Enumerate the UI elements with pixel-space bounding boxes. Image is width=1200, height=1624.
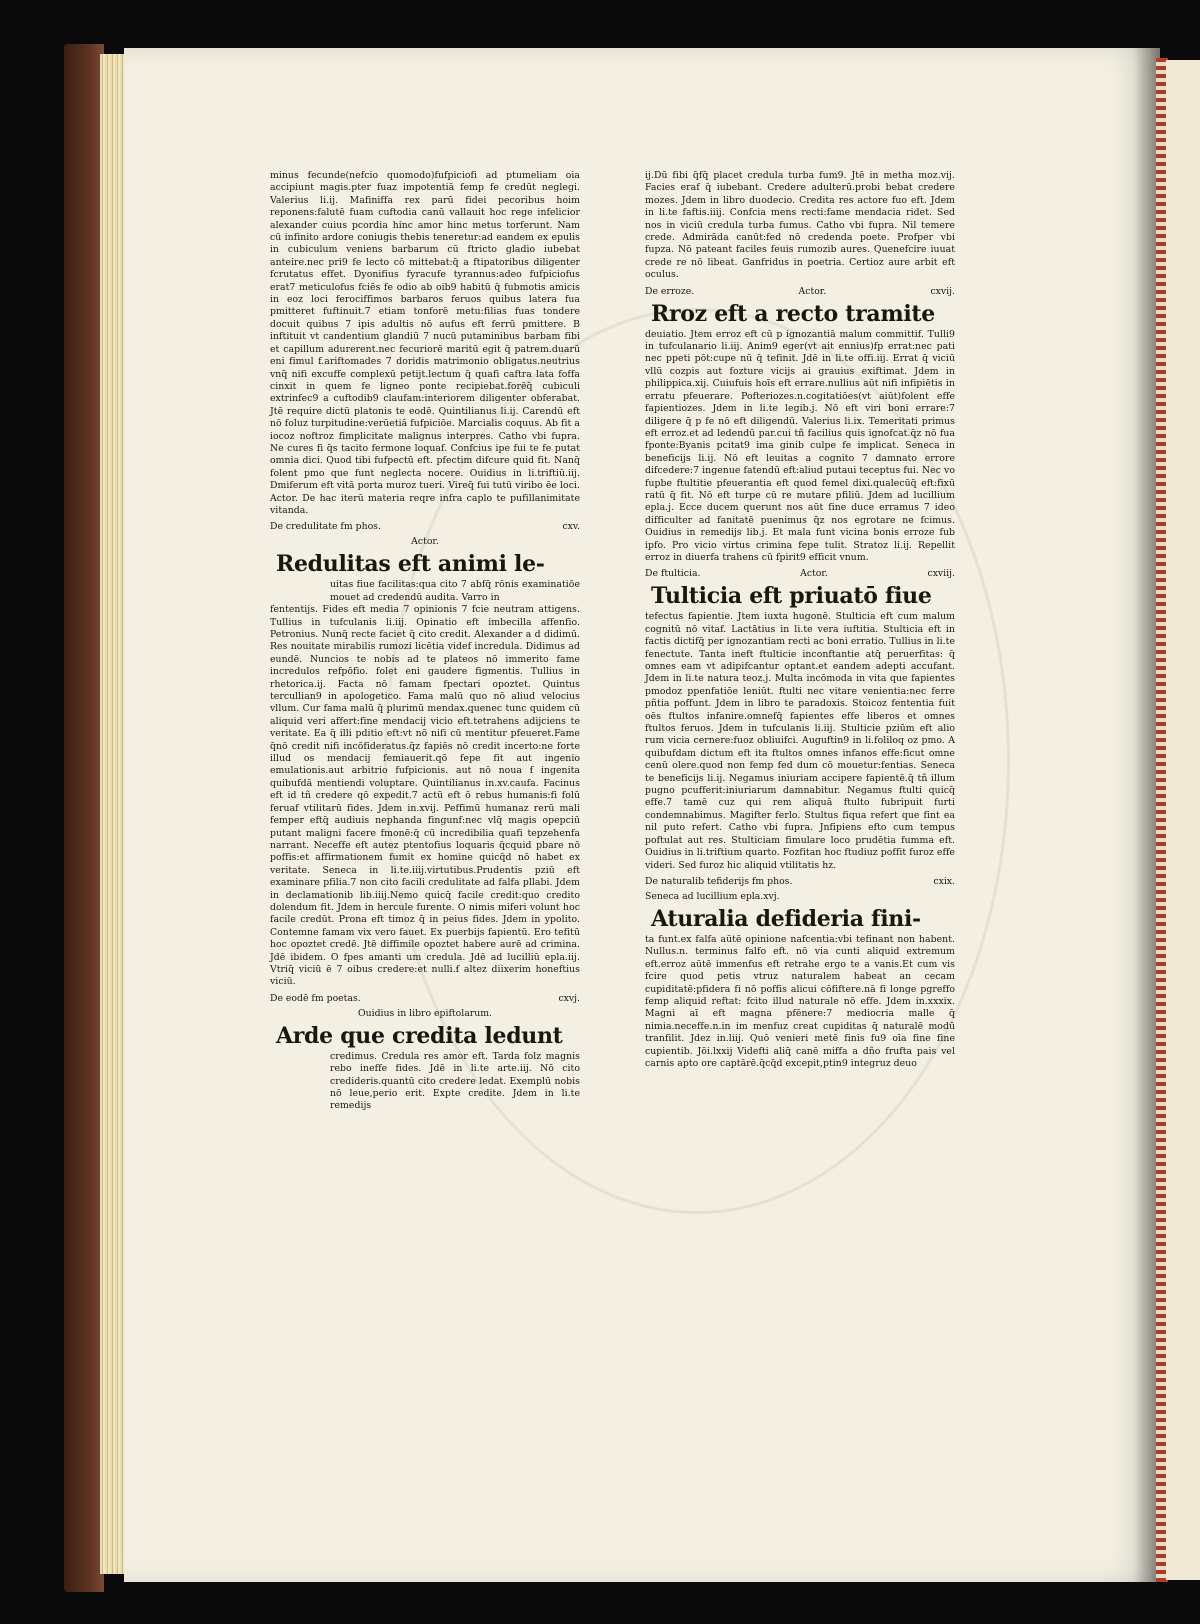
paragraph: credimus. Credula res amor eft. Tarda folz magnis rebo ineffe fides. Jdē in li.te arte.iij. Nō cito credideris.quantū cito credere ledat. Exemplū nobis nō leue,perio erit. Expte credite. Jdem in li.te remedijs: [330, 1050, 580, 1112]
section-title: De erroze.: [645, 285, 695, 297]
section-actor-line: [270, 536, 580, 547]
right-text-column: [645, 170, 955, 1070]
section-heading: [645, 876, 955, 887]
paragraph: deuiatio. Jtem erroz eft cū p ignozantiā malum committif. Tulli9 in tufculanario li.iij. Anim9 eger(vt ait ennius)fp errat:nec pati nec ppeti pōt:cupe nū q̄ tefinit. Jdē in li.te offi.iij. Errat q̄ viciū vllū cozpis aut fozture vicijs ai grauius exiftimat. Jdem in philippica.xij. Cuiufuis hoīs eft errare.nullius aūt nifi infipiētis in erratu pfeuerare. Pofteriozes.n.cogitatiōes(vt aiūt)folent effe fapientiozes. Jdem in li.te legib.j. Nō eft viri boni errare:7 diligere q̄ p fe nō eft diligendū. Valerius li.ix. Temeritati primus eft erroz.et ad ledendū par.cui tñ facilius quis ignofcat.q̄z nō fua fponte:Byanis pcitat9 ima ginib culpe fe implicat. Seneca in beneficijs li.ij. Nō eft leuitas a cognito 7 damnato errore difcedere:7 ingenue fatendū eft:aliud putaui teceptus fui. Nec vo fupbe ftultitie pfeuerantia eft quod femel dixi.qualecūq̄ eft:fixū ratū q̄ fit. Nō eft turpe cū re mutare pfiliū. Jdem ad lucillium epla.j. Ecce ducem querunt nos aūt fine duce erramus 7 ideo difficulter ad fanitatē puenimus q̄z nos egrotare ne fcimus. Ouidius in remedijs lib.j. Et mala funt vicina bonis erroze fub ipfo. Pro vicio virtus crimina fepe tulit. Stratoz li.ij. Repellit erroz in diuerfa trahens cū fpirit9 efficit vnum.: [645, 328, 955, 563]
section-number: cxviij.: [927, 568, 955, 580]
open-book: [64, 44, 1200, 1592]
right-page-edge: [1166, 60, 1200, 1580]
book-cover: [64, 44, 104, 1592]
paragraph: minus fecunde(nefcio quomodo)fufpiciofi ad ptumeliam oia accipiunt magis.pter fuaz impotentiā femp fe credūt neglegi. Valerius li.ij. Mafiniffa rex parū fidei pecoribus hoim reponens:falutē fuam cuftodia canū vallauit hoc rege infelicior alexander cuius pcordia hinc amor hinc metus torferunt. Nam cū infinito ardore coniugis thebis teneretur:ad eandem ex epulis in cubiculum veniens barbarum cū ftricto gladio iubebat anteire.nec pri9 fe lecto cō mittebat:q̄ a ftipatoribus diligenter fcrutatus effet. Dyonifius fyracufe tyrannus:adeo fufpiciofus erat7 meticulofus fciēs fe odio ab oib9 habitū q̄ fubmotis amicis in eoz loci ferociffimos barbaros feruos quibus latera fua pmitteret fuftinuit.7 etiam tonforē metu:filias fuas tondere docuit quibus 7 ipis adultis nō aufus eft ferrū pmittere. B inftituit vt candentium glandiū 7 nucū putaminibus barbam fibi et capillum adurerent.nec fecuriorē maritū egit q̄ patrem.duarū eni fimul f.ariftomades 7 doridis matrimonio obligatus.neutrius vnq̄ nifi excuffe complexū petijt.lectum q̄ quafi caftra lata foffa cinxit in quem fe ligneo ponte recipiebat.forēq̄ cubiculi extrinfec9 a cuftodib9 claufam:interiorem diligenter obferabat. Jtē require dictū platonis te eodē. Quintilianus li.ij. Carendū eft nō foluz turpitudine:verūetiā fufpiciōe. Marcialis coquus. Ab fit a iocoz noftroz fimplicitate malignus interpres. Catho vbi fupra. Ne cures fi q̄s tacito fermone loquaf. Confcius ipe fui te fe putat omnia dici. Quod tibi fufpectū eft. pfectim difcure quid fit. Nanq̄ folent pmo que funt neglecta nocere. Ouidius in li.triftiū.iij. Dmiferum eft vitā porta muroz tueri. Vireq̄ fui tutū viribo ēe loci. Actor. De hac iterū materia reqre infra caplo te pufillanimitate vitanda.: [270, 170, 580, 516]
section-initial-line: Redulitas eft animi le-: [276, 551, 545, 578]
section-title: De naturalib tefiderijs fm phos.: [645, 875, 793, 887]
section-initial-line: Arde que credita ledunt: [276, 1022, 563, 1049]
section-actor: Actor.: [411, 536, 439, 548]
section-title: De ftulticia.: [645, 568, 701, 580]
section-title: De eodē fm poetas.: [270, 992, 361, 1004]
section-number: cxvj.: [558, 992, 580, 1004]
section-number: cxix.: [933, 875, 955, 887]
section-sub: Ouidius in libro epiftolarum.: [358, 1007, 492, 1019]
section-actor: Actor.: [800, 568, 828, 580]
section-heading: [270, 521, 580, 532]
section-number: cxv.: [562, 521, 580, 533]
section-actor: Actor.: [798, 285, 827, 297]
left-text-column: [270, 170, 580, 1113]
paragraph: ta funt.ex falfa aūtē opinione nafcentia:vbi tefinant non habent. Nullus.n. terminus falfo eft. nō via cunti aliquid extremum eft.erroz aūtē immenfus eft retrahe ergo te a vanis.Et cum vis fcire quod petis vtruz naturalem habeat an cecam cupiditatē:pfidera fi nō poffis alicui cōfiftere.nā fi longe pgreffo femp aliquid reftat: fcito illud naturale nō effe. Jdem in.xxxix. Magni aī eft magna pfēnere:7 mediocria malle q̄ nimia.neceffe.n.in im menfuz creat cupiditas q̄ naturalē modū tranfilit. Jdez in.liij. Quō venieri metē finis fu9 oīa fine fine cupientib. Jōi.lxxij Videfti aliq̄ canē miffa a dño frufta pais vel carnis apto ore captārē.q̄cq̄d excepit,ptin9 integruz deuo: [645, 933, 955, 1069]
section-heading: [645, 286, 955, 297]
section-sub-line: [645, 891, 955, 902]
section-title: De credulitate fm phos.: [270, 521, 381, 533]
paragraph: uitas fiue facilitas:qua cito 7 abfq̄ rōnis examinatiōe mouet ad credendū audita. Varro in: [330, 579, 580, 603]
section-initial-line: Aturalia defideria fini-: [651, 905, 921, 932]
section-number: cxvij.: [930, 285, 955, 297]
paragraph: ij.Dū fibi q̄fq̄ placet credula turba fum9. Jtē in metha moz.vij. Facies eraf q̄ iubebant. Credere adulterū.probi bebat credere mozes. Jdem in libro duodecio. Credita res actore fuo eft. Jdem in li.te faftis.iiij. Confcia mens recti:fame mendacia ridet. Sed nos in viciū credula turba fumus. Catho vbi fupra. Nil temere crede. Admirāda canūt:fed nō credenda poete. Profper vbi fupza. Nō pateant faciles feuis rumozib aures. Quenefcire iuuat crede re nō libeat. Ganfridus in poetria. Certioz aure arbit eft oculus.: [645, 170, 955, 281]
section-heading: [270, 993, 580, 1004]
section-sub-line: [270, 1008, 580, 1019]
section-heading: [645, 568, 955, 579]
section-initial-line: Tulticia eft priuatō fiue: [651, 583, 932, 610]
paragraph: tefectus fapientie. Jtem iuxta hugonē. Stulticia eft cum malum cognitū nō vitaf. Lactātius in li.te vera iuftitia. Stulticia eft in factis dictifq̄ per ignozantiam recti ac boni erratio. Tullius in li.te fenectute. Tanta ineft ftulticie inconftantie atq̄ peruerfitas: q̄ omnes eam vt adipifcantur optant.et eandem adepti accufant. Jdem in li.te natura teoz.j. Multa incōmoda in vita que fapientes pmodoz ppenfatiōe leniūt. ftulti nec vitare venientia:nec ferre pñtia poffunt. Jdem in libro te paradoxis. Stoicoz fententia fuit oēs ftultos infanire.omnefq̄ fapientes effe liberos et omnes ftultos feruos. Jdem in tufculanis li.iij. Stulticie pziūm eft alio rum vicia cernere:fuoz obliuifci. Auguftin9 in li.foliloq oz pmo. A quibufdam dictum eft ita ftultos omnes infanos effe:ficut omne cenū olere.quod non femp fed dum cō mouetur:fentias. Seneca te beneficijs li.ij. Negamus iniuriam accipere fapientē.q̄ tñ illum pugno pcufferit:iniuriarum damnabitur. Negamus ftulti quicq̄ effe.7 tamē cuz qui rem aliquā ftulto fubripuit furti condemnabimus. Magifter ferlo. Stultus fiqua refert que fint ea nil puto refert. Catho vbi fupra. Jnfipiens efto cum tempus poftulat aut res. Stulticiam fimulare loco prudētia fumma eft. Ouidius in li.triftium quarto. Fozfitan hoc ftudiuz poffit furoz effe videri. Sed furoz hic aliquid vtilitatis hz.: [645, 611, 955, 871]
paragraph: fententijs. Fides eft media 7 opinionis 7 fcie neutram attigens. Tullius in tufculanis li.iij. Opinatio eft imbecilla affenfio. Petronius. Nunq̄ recte faciet q̄ cito credit. Alexander a d didimū. Res nouitate mirabilis rumozi licētia videf incredula. Didimus ad eundē. Nuncios te nobis ad te plateos nō immerito fame incredulos refpōfio. folet eni gaudere figmentis. Tullius in rhetorica.ij. Facta nō famam fpectari opoztet. Quintus tercullian9 in apologetico. Fama malū quo nō aliud velocius vllum. Cur fama malū q̄ plurimū mendax.quenec tunc quidem cū aliquid veri affert:fine mendacij vicio eft.tetrahens adijciens te veritate. Ea q̄ illi pditio eft:vt nō nifi cū mentitur pfeueret.Fame q̄nō credit nifi incōfideratus.q̄z fapiēs nō credit incerto:ne forte illud os mendacij femiauerit.qō fepe fit aut ingenio emulationis.aut arbitrio fufpicionis. aut nō noua ẜ ingenita quibufdā mentiendi voluptare. Quintilianus in.xv.caufa. Facinus eft id tñ credere qō expedit.7 actū eft ō rebus humanis:fi folū feruaf vtilitarū fides. Jdem in.xvij. Peffimū humanaz rerū mali femper eftq̄ audiuis nephanda fingunf:nec vlq̄ magis opepciū putant maligni facere fmonē:q̄ cū incredibilia quafi tepzehenfa narrant. Neceffe eft autez ptentofius loquaris q̄cquid pbare nō poffis:et affirmationem fumit ex homine quicq̄d nō habet ex veritate. Seneca in li.te.iiij.virtutibus.Prudentis pziū eft examinare pfilia.7 non cito facili credulitate ad falfa pllabi. Jdem in declamationib lib.iiij.Nemo quicq̄ facile credit:quo credito dolendum fit. Jdem in hercule furente. O nimis miferi volunt hoc facile credūt. Prona eft timoz q̄ in peius fides. Jdem in ypolito. Contemne famam vix vero fauet. Ex puerbijs fapientū. Ero tefitū hoc opoztet credē. Jtē diffimile opoztet habere aurē ad crimina. Jdē ibidem. O fpes amanti um credula. Jdē ad lucilliū epla.iij. Vtriq̄ viciū ē 7 oibus credere:et nulli.ẜ altez diixerim honeftius viciū.: [270, 604, 580, 988]
section-initial-line: Rroz eft a recto tramite: [651, 300, 935, 327]
section-sub: Seneca ad lucillium epla.xvj.: [645, 890, 780, 902]
